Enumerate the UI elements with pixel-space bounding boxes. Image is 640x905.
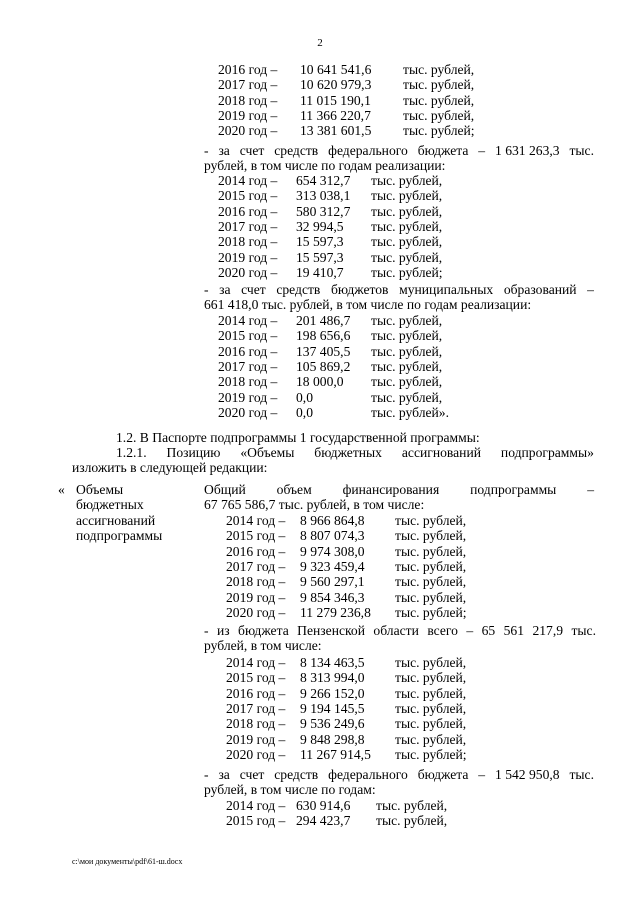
word: за [219, 282, 231, 297]
amount-value: 11 015 190,1 [300, 92, 371, 108]
year-label: 2019 год – [226, 589, 286, 605]
unit-label: тыс. рублей, [395, 528, 467, 544]
amount-value: 15 597,3 [296, 249, 344, 265]
year-label: 2014 год – [226, 655, 286, 670]
unit-label: тыс. рублей». [371, 404, 450, 420]
word: тыс. [569, 767, 594, 782]
year-label: 2015 год – [218, 328, 278, 344]
year-label: 2016 год – [218, 62, 278, 77]
year-label: 2017 год – [226, 700, 286, 716]
passport-federal-line [204, 767, 594, 782]
year-label: 2020 год – [226, 746, 286, 762]
amount-value: 9 536 249,6 [300, 716, 365, 732]
year-label: 2020 год – [218, 123, 278, 139]
word: финансирования [342, 482, 440, 497]
unit-label: тыс. рублей, [371, 313, 443, 328]
unit-label: тыс. рублей, [371, 328, 443, 344]
word: бюджетов [330, 282, 389, 297]
amount-value: 11 366 220,7 [300, 107, 371, 123]
year-label: 2018 год – [218, 92, 278, 108]
amount-value: 8 313 994,0 [300, 670, 365, 686]
amount-value: 11 267 914,5 [300, 746, 371, 762]
amount-value: 9 266 152,0 [300, 685, 365, 701]
amount-value: 0,0 [296, 404, 313, 420]
amount-value: 8 134 463,5 [300, 655, 365, 670]
passport-federal-cont: рублей, в том числе по годам: [204, 782, 376, 797]
word: федерального [328, 143, 408, 158]
word: счет [239, 767, 265, 782]
unit-label: тыс. рублей, [403, 77, 475, 93]
word: средств [274, 143, 319, 158]
amount-value: 105 869,2 [296, 358, 351, 374]
year-label: 2020 год – [226, 604, 286, 620]
amount-value: 9 974 308,0 [300, 543, 365, 559]
word: Общий [204, 482, 246, 497]
unit-label: тыс. рублей, [395, 543, 467, 559]
word: муниципальных [399, 282, 494, 297]
word: бюджета [417, 767, 469, 782]
year-label: 2016 год – [226, 543, 286, 559]
federal-heading-line [204, 143, 594, 158]
unit-label: тыс. рублей, [395, 700, 467, 716]
unit-label: тыс. рублей, [395, 731, 467, 747]
unit-label: тыс. рублей; [395, 604, 467, 620]
year-label: 2020 год – [218, 264, 278, 280]
amount-value: 0,0 [296, 389, 313, 405]
amount-value: 32 994,5 [296, 218, 344, 234]
federal-heading-cont: рублей, в том числе по годам реализации: [204, 158, 446, 173]
word: подпрограммы» [500, 445, 594, 460]
year-label: 2015 год – [226, 670, 286, 686]
unit-label: тыс. рублей, [371, 389, 443, 405]
year-label: 2016 год – [218, 343, 278, 359]
word: - [204, 143, 209, 158]
year-label: 2014 год – [226, 513, 286, 528]
unit-label: тыс. рублей, [371, 218, 443, 234]
word: 1.2.1. [116, 445, 147, 460]
amount-value: 294 423,7 [296, 813, 351, 829]
unit-label: тыс. рублей, [395, 655, 467, 670]
unit-label: тыс. рублей, [371, 249, 443, 265]
word: средств [274, 767, 319, 782]
open-quote: « [58, 482, 65, 497]
paragraph-1-2-1 [116, 445, 594, 460]
total-funding-cont: 67 765 586,7 тыс. рублей, в том числе: [204, 497, 425, 512]
passport-label-line: ассигнований [76, 512, 156, 528]
unit-label: тыс. рублей; [403, 123, 475, 139]
word: тыс. [569, 143, 594, 158]
word: подпрограммы [470, 482, 557, 497]
year-label: 2018 год – [226, 716, 286, 732]
unit-label: тыс. рублей, [403, 62, 475, 77]
year-label: 2018 год – [226, 574, 286, 590]
unit-label: тыс. рублей, [371, 343, 443, 359]
unit-label: тыс. рублей, [395, 685, 467, 701]
unit-label: тыс. рублей, [395, 558, 467, 574]
word: – [587, 282, 594, 297]
amount-value: 10 641 541,6 [300, 62, 372, 77]
word: – [478, 767, 486, 782]
paragraph-1-2-1-cont: изложить в следующей редакции: [72, 460, 268, 475]
amount-value: 18 000,0 [296, 374, 344, 390]
year-label: 2018 год – [218, 374, 278, 390]
word: образований [503, 282, 577, 297]
unit-label: тыс. рублей, [371, 358, 443, 374]
word: – [478, 143, 486, 158]
passport-label-line: бюджетных [76, 497, 144, 513]
unit-label: тыс. рублей, [395, 589, 467, 605]
unit-label: тыс. рублей, [395, 716, 467, 732]
amount-value: 9 323 459,4 [300, 558, 365, 574]
year-label: 2014 год – [218, 313, 278, 328]
year-label: 2016 год – [218, 203, 278, 219]
word: счет [239, 143, 265, 158]
year-label: 2015 год – [218, 188, 278, 204]
year-label: 2015 год – [226, 528, 286, 544]
word: - [204, 282, 209, 297]
word: ассигнований [401, 445, 482, 460]
year-label: 2019 год – [218, 107, 278, 123]
word: – [587, 482, 594, 497]
word: за [218, 143, 230, 158]
amount-value: 313 038,1 [296, 188, 351, 204]
unit-label: тыс. рублей, [395, 670, 467, 686]
word: федерального [328, 767, 408, 782]
year-label: 2019 год – [226, 731, 286, 747]
passport-label-line: Объемы [76, 482, 124, 497]
total-funding-line [204, 482, 594, 497]
amount-value: 201 486,7 [296, 313, 351, 328]
word: счет [241, 282, 266, 297]
year-label: 2017 год – [218, 358, 278, 374]
word: Позицию [166, 445, 221, 460]
unit-label: тыс. рублей, [371, 173, 443, 188]
amount-value: 10 620 979,3 [300, 77, 372, 93]
unit-label: тыс. рублей, [371, 374, 443, 390]
year-label: 2016 год – [226, 685, 286, 701]
unit-label: тыс. рублей, [376, 813, 448, 829]
page-number: 2 [317, 37, 323, 49]
year-label: 2018 год – [218, 234, 278, 250]
word: бюджета [417, 143, 469, 158]
unit-label: тыс. рублей, [403, 107, 475, 123]
unit-label: тыс. рублей, [403, 92, 475, 108]
unit-label: тыс. рублей, [395, 513, 467, 528]
amount-value: 8 966 864,8 [300, 513, 365, 528]
regional-heading-line: - из бюджета Пензенской области всего – 65 561 217,9 тыс. [204, 623, 596, 638]
amount-value: 580 312,7 [296, 203, 351, 219]
unit-label: тыс. рублей; [395, 746, 467, 762]
year-label: 2019 год – [218, 249, 278, 265]
year-label: 2019 год – [218, 389, 278, 405]
amount-value: 137 405,5 [296, 343, 351, 359]
word: «Объемы [240, 445, 295, 460]
year-label: 2014 год – [218, 173, 278, 188]
unit-label: тыс. рублей, [376, 798, 448, 813]
year-label: 2014 год – [226, 798, 286, 813]
unit-label: тыс. рублей, [395, 574, 467, 590]
word: 1 542 950,8 [495, 767, 560, 782]
amount-value: 9 560 297,1 [300, 574, 365, 590]
paragraph-1-2: 1.2. В Паспорте подпрограммы 1 государственной программы: [116, 430, 480, 445]
amount-value: 15 597,3 [296, 234, 344, 250]
unit-label: тыс. рублей, [371, 188, 443, 204]
word: объем [276, 482, 312, 497]
regional-heading-cont: рублей, в том числе: [204, 638, 322, 653]
amount-value: 13 381 601,5 [300, 123, 372, 139]
municipal-heading-cont: 661 418,0 тыс. рублей, в том числе по годам реализации: [204, 297, 532, 312]
amount-value: 11 279 236,8 [300, 604, 371, 620]
passport-label-line: подпрограммы [76, 527, 163, 543]
municipal-heading-line [204, 282, 594, 297]
amount-value: 630 914,6 [296, 798, 351, 813]
word: 1 631 263,3 [495, 143, 560, 158]
word: бюджетных [314, 445, 382, 460]
word: за [218, 767, 230, 782]
file-path-footer: c:\мои документы\pdf\61-ш.docx [72, 857, 183, 866]
amount-value: 9 848 298,8 [300, 731, 365, 747]
unit-label: тыс. рублей, [371, 203, 443, 219]
amount-value: 198 656,6 [296, 328, 351, 344]
amount-value: 8 807 074,3 [300, 528, 365, 544]
unit-label: тыс. рублей, [371, 234, 443, 250]
amount-value: 9 194 145,5 [300, 700, 365, 716]
amount-value: 19 410,7 [296, 264, 344, 280]
amount-value: 654 312,7 [296, 173, 351, 188]
year-label: 2017 год – [218, 77, 278, 93]
amount-value: 9 854 346,3 [300, 589, 365, 605]
year-label: 2017 год – [218, 218, 278, 234]
word: - [204, 767, 209, 782]
unit-label: тыс. рублей; [371, 264, 443, 280]
year-label: 2020 год – [218, 404, 278, 420]
year-label: 2015 год – [226, 813, 286, 829]
year-label: 2017 год – [226, 558, 286, 574]
word: средств [276, 282, 321, 297]
